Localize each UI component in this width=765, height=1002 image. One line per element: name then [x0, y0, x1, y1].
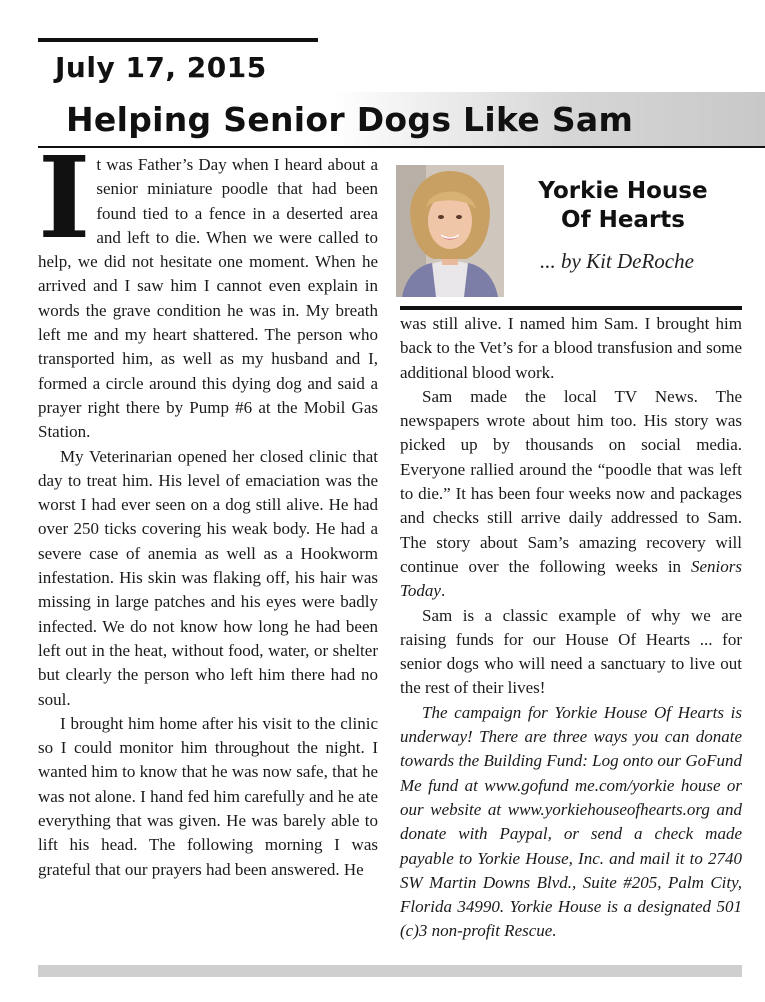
sidebar-rule — [400, 306, 742, 310]
paragraph-5-end: . — [440, 581, 446, 601]
publication-name: Seniors Today — [400, 556, 742, 601]
top-rule — [38, 38, 318, 42]
paragraph-4: was still alive. I named him Sam. I brought him back to the Vet’s for a blood transfusion and some additional blood work. — [400, 314, 742, 382]
paragraph-1-text: t was Father’s Day when I heard about a senior miniature poodle that had been found tied to a fence in a deserted area and left to die. When we were called to help, we did not hesitate one moment. When he arrived and I saw him I cannot even explain in words the grave condition he was in. My breath left me and my heart shattered. The person who transported him, as well as my husband and I, formed a circle around this dying dog and said a prayer right there by Pump #6 at the Mobil Gas Station. — [38, 155, 378, 442]
paragraph-2: My Veterinarian opened her closed clinic that day to treat him. His level of emaciation was the worst I had ever seen on a dog still alive. He had over 250 ticks covering his weak body. He had a severe case of anemia as well as a Hookworm infestation. His skin was flaking off, his hair was missing in large patches and his eyes were badly infected. We do not know how long he had been left out in the heat, without food, water, or shelter but clearly the person who left him there had no soul. — [38, 446, 378, 709]
issue-date: July 17, 2015 — [55, 51, 267, 84]
paragraph-5-text: Sam made the local TV News. The newspapers wrote about him too. His story was picked up by thousands on social media. Everyone rallied around the “poodle that was left to die.” It has been four weeks now and packages and checks still arrive daily addressed to Sam. The story about Sam’s amazing recovery will continue over the following weeks in — [400, 386, 742, 576]
byline: ... by Kit DeRoche — [540, 249, 694, 273]
paragraph-7: The campaign for Yorkie House Of Hearts is underway! There are three ways you can donate towards the Building Fund: Log onto our GoFund Me fund at www.gofund me.com/yorkie house or our website at www.yorkiehouseofhearts.org and donate with Paypal, or send a check made payable to Yorkie House, Inc. and mail it to 2740 SW Martin Downs Blvd., Suite #205, Palm City, Florida 34990. Yorkie House is a designated 501 (c)3 non-profit Rescue. — [400, 702, 742, 941]
drop-cap: I — [38, 133, 91, 264]
portrait-drawing — [396, 165, 504, 297]
paragraph-5 — [400, 385, 742, 604]
footer-bar — [38, 965, 742, 977]
column-name — [508, 177, 738, 235]
article-title: Helping Senior Dogs Like Sam — [66, 100, 634, 139]
column-name-line-1: Yorkie House — [538, 178, 708, 204]
paragraph-6: Sam is a classic example of why we are raising funds for our House Of Hearts ... for senior dogs who will need a sanctuary to live out the rest of their lives! — [400, 605, 742, 698]
paragraph-3: I brought him home after his visit to the clinic so I could monitor him throughout the night. I wanted him to know that he was now safe, that he was not alone. I hand fed him carefully and he ate everything that was given. He was barely able to lift his head. The following morning I was grateful that our prayers had been answered. He — [38, 713, 378, 879]
article-column-left — [38, 133, 378, 882]
author-portrait-icon — [396, 165, 504, 297]
article-column-right — [400, 312, 742, 944]
paragraph-1 — [38, 133, 378, 445]
column-name-line-2: Of Hearts — [561, 207, 685, 233]
